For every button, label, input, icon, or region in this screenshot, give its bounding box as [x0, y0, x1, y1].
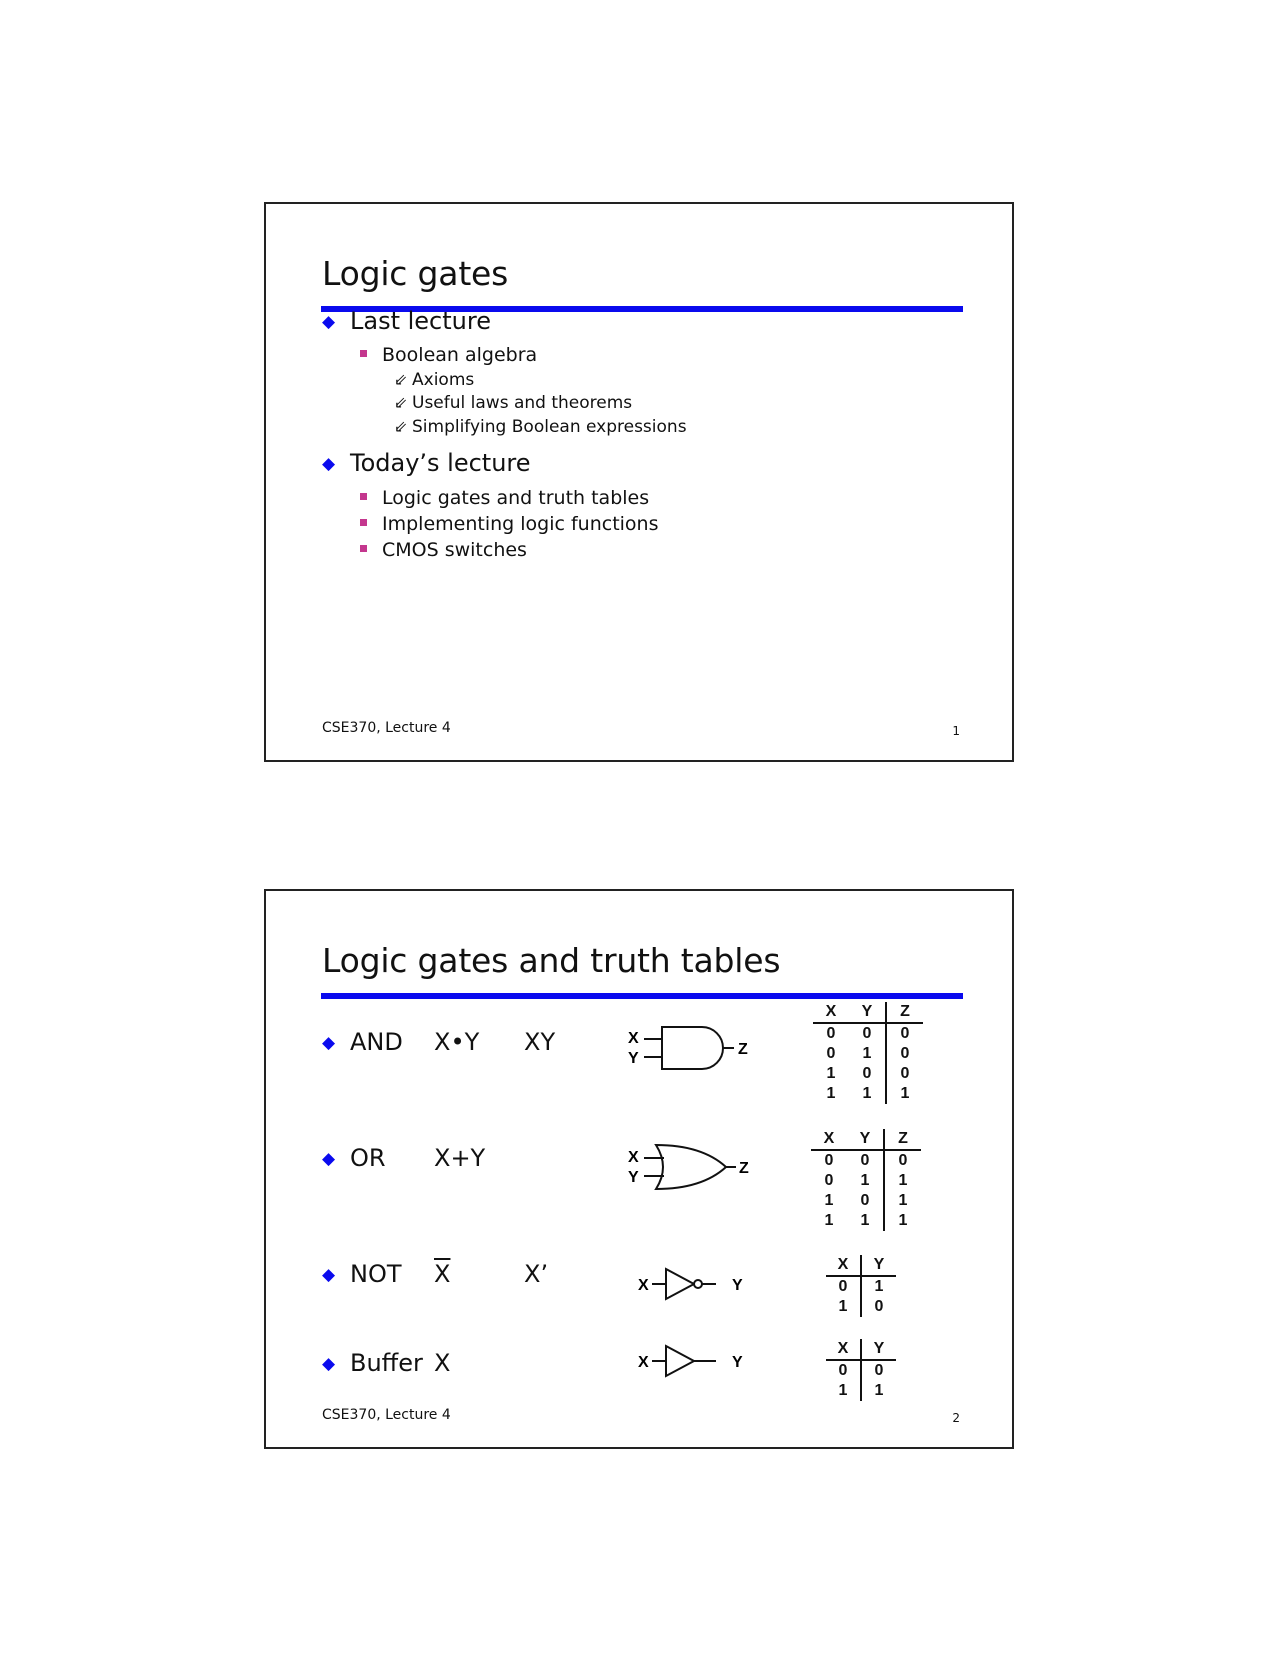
truth-table-cell: 0 — [860, 1152, 870, 1169]
buffer-truth-table — [826, 1339, 896, 1401]
truth-table-cell: 0 — [862, 1025, 872, 1042]
page-number: 1 — [952, 724, 960, 738]
truth-table-cell: 1 — [884, 1211, 921, 1231]
truth-table-cell: 0 — [860, 1192, 870, 1209]
truth-table-cell: 0 — [886, 1023, 923, 1044]
slide-2 — [264, 889, 1014, 1449]
truth-table-cell: X — [813, 1002, 849, 1023]
and-input-y: Y — [628, 1050, 639, 1067]
truth-table-cell: 1 — [884, 1171, 921, 1191]
truth-table-cell: 1 — [824, 1192, 834, 1209]
gate-label-not: ◆ NOT — [322, 1260, 402, 1288]
not-truth-table — [826, 1255, 896, 1317]
arrow-bullet-icon: ⇙ — [394, 370, 408, 389]
or-truth-table — [811, 1129, 921, 1231]
not-output-y: Y — [732, 1277, 743, 1294]
truth-table-cell: 0 — [824, 1172, 834, 1189]
diamond-bullet-icon: ◆ — [322, 1149, 336, 1169]
page-number: 2 — [952, 1411, 960, 1425]
truth-table-cell: Y — [861, 1255, 896, 1276]
truth-table-cell: X — [826, 1255, 861, 1276]
truth-table-cell: 0 — [838, 1362, 848, 1379]
truth-table-cell: Y — [847, 1129, 884, 1150]
subbullet-cmos: CMOS switches — [360, 539, 527, 561]
truth-table-cell: X — [811, 1129, 847, 1150]
and-truth-table — [813, 1002, 923, 1104]
truth-table-cell: Y — [849, 1002, 886, 1023]
diamond-bullet-icon: ◆ — [322, 454, 336, 474]
subbullet-implementing: Implementing logic functions — [360, 513, 659, 535]
or-output-z: Z — [739, 1160, 749, 1177]
not-gate-symbol — [636, 1262, 756, 1306]
truth-table-cell: Z — [886, 1002, 923, 1023]
truth-table-cell: 1 — [862, 1085, 872, 1102]
truth-table-cell: 0 — [886, 1064, 923, 1084]
slide-title: Logic gates — [322, 254, 509, 293]
truth-table-cell: 1 — [826, 1065, 836, 1082]
title-rule — [321, 993, 963, 999]
buffer-gate-symbol — [636, 1339, 756, 1383]
or-input-x: X — [628, 1149, 639, 1166]
slide-footer: CSE370, Lecture 4 — [322, 1407, 451, 1423]
gate-label-buffer: ◆ Buffer — [322, 1349, 423, 1377]
subbullet-logic-gates: Logic gates and truth tables — [360, 487, 649, 509]
truth-table-cell: 1 — [886, 1084, 923, 1104]
truth-table-cell: 1 — [860, 1212, 870, 1229]
buffer-input-x: X — [638, 1354, 649, 1371]
diamond-bullet-icon: ◆ — [322, 312, 336, 332]
subbullet-boolean-algebra: Boolean algebra — [360, 344, 537, 366]
and-output-z: Z — [738, 1041, 748, 1058]
square-bullet-icon — [360, 350, 367, 357]
truth-table-cell: 0 — [861, 1360, 896, 1381]
slide-1 — [264, 202, 1014, 762]
truth-table-cell: Z — [884, 1129, 921, 1150]
truth-table-cell: 0 — [862, 1065, 872, 1082]
gate-label-and: ◆ AND — [322, 1028, 403, 1056]
truth-table-cell: 0 — [861, 1297, 896, 1317]
truth-table-cell: Y — [861, 1339, 896, 1360]
diamond-bullet-icon: ◆ — [322, 1354, 336, 1374]
or-expression: X+Y — [434, 1144, 486, 1172]
not-input-x: X — [638, 1277, 649, 1294]
truth-table-cell: 1 — [826, 1085, 836, 1102]
square-bullet-icon — [360, 545, 367, 552]
or-input-y: Y — [628, 1169, 639, 1186]
truth-table-cell: 1 — [861, 1381, 896, 1401]
and-input-x: X — [628, 1030, 639, 1047]
truth-table-cell: 0 — [826, 1045, 836, 1062]
truth-table-cell: 0 — [838, 1278, 848, 1295]
buffer-expression: X — [434, 1349, 451, 1377]
gate-label-or: ◆ OR — [322, 1144, 386, 1172]
arrow-bullet-icon: ⇙ — [394, 417, 408, 436]
subsubbullet-laws: ⇙ Useful laws and theorems — [394, 393, 633, 413]
truth-table-cell: 0 — [884, 1150, 921, 1171]
truth-table-cell: 1 — [862, 1045, 872, 1062]
truth-table-cell: 0 — [826, 1025, 836, 1042]
and-expression-alt: XY — [524, 1028, 556, 1056]
arrow-bullet-icon: ⇙ — [394, 393, 408, 412]
truth-table-cell: 1 — [861, 1276, 896, 1297]
and-expression: X•Y — [434, 1028, 480, 1056]
bullet-last-lecture: ◆ Last lecture — [322, 307, 491, 335]
not-expression: $\overline{X}$ — [434, 1260, 451, 1288]
buffer-output-y: Y — [732, 1354, 743, 1371]
not-expression-alt: X’ — [524, 1260, 549, 1288]
truth-table-cell: 1 — [838, 1298, 848, 1315]
truth-table-cell: 1 — [860, 1172, 870, 1189]
truth-table-cell: 1 — [824, 1212, 834, 1229]
slide-title: Logic gates and truth tables — [322, 941, 781, 980]
diamond-bullet-icon: ◆ — [322, 1033, 336, 1053]
square-bullet-icon — [360, 493, 367, 500]
truth-table-cell: 0 — [886, 1044, 923, 1064]
or-gate-symbol — [622, 1140, 762, 1200]
and-gate-symbol — [622, 1021, 762, 1081]
subsubbullet-simplifying: ⇙ Simplifying Boolean expressions — [394, 417, 687, 437]
truth-table-cell: 0 — [824, 1152, 834, 1169]
truth-table-cell: 1 — [884, 1191, 921, 1211]
bullet-todays-lecture: ◆ Today’s lecture — [322, 449, 531, 477]
diamond-bullet-icon: ◆ — [322, 1265, 336, 1285]
square-bullet-icon — [360, 519, 367, 526]
truth-table-cell: 1 — [838, 1382, 848, 1399]
truth-table-cell: X — [826, 1339, 861, 1360]
slide-footer: CSE370, Lecture 4 — [322, 720, 451, 736]
subsubbullet-axioms: ⇙ Axioms — [394, 370, 475, 390]
